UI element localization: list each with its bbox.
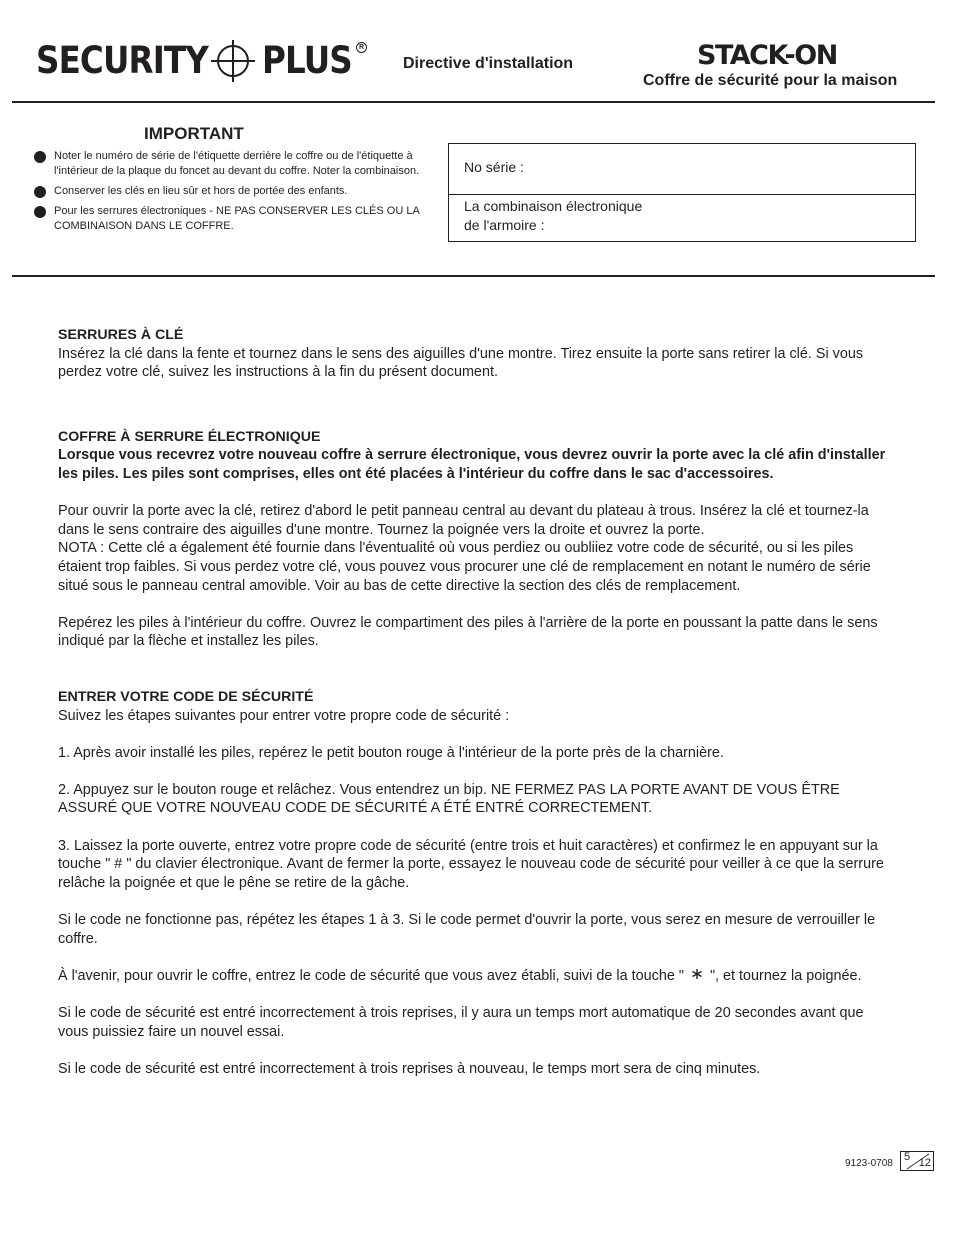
product-name: Coffre de sécurité pour la maison bbox=[643, 72, 898, 89]
important-list bbox=[32, 149, 422, 239]
stack-on-logo-text: STACK-ON bbox=[697, 40, 837, 68]
spacer bbox=[58, 892, 888, 911]
important-item bbox=[32, 184, 422, 199]
record-box bbox=[448, 143, 916, 242]
spacer bbox=[58, 948, 888, 967]
electronic-bold-intro: Lorsque vous recevrez votre nouveau coffre à serrure électronique, vous devrez ouvrir la porte avec la clé afin d'installer les piles. Les piles sont comprises, elles ont été placées à l'intérieur du coffre dans le sac d'accessoires. bbox=[58, 447, 886, 482]
section-heading-key-locks: SERRURES À CLÉ bbox=[58, 327, 184, 343]
spacer bbox=[58, 985, 888, 1004]
logo-word-security: SECURITY bbox=[36, 39, 208, 82]
important-item-text: Noter le numéro de série de l'étiquette derrière le coffre ou de l'étiquette à l'intérieur de la plaque du foncet au devant du coffre. Noter la combinaison. bbox=[54, 150, 420, 177]
spacer bbox=[58, 725, 888, 744]
code-future-before: À l'avenir, pour ouvrir le coffre, entrez le code de sécurité que vous avez établi, suivi de la touche " bbox=[58, 967, 684, 984]
serial-number-label: No série : bbox=[464, 159, 524, 175]
code-future bbox=[58, 967, 888, 986]
code-future-after: ", et tournez la poignée. bbox=[709, 967, 862, 984]
combination-row bbox=[449, 195, 915, 241]
stack-on-logo bbox=[697, 38, 857, 68]
page-total: 12 bbox=[918, 1157, 931, 1169]
document-code: 9123-0708 bbox=[845, 1158, 893, 1169]
spacer bbox=[58, 382, 888, 428]
key-locks-text: Insérez la clé dans la fente et tournez dans le sens des aiguilles d'une montre. Tirez ensuite la porte sans retirer la clé. Si vous perdez votre clé, suivez les instructions à la fin du présent document. bbox=[58, 345, 864, 381]
page-indicator bbox=[900, 1151, 934, 1171]
section-divider bbox=[12, 275, 935, 277]
registered-mark: R bbox=[356, 42, 367, 53]
important-item bbox=[32, 149, 422, 179]
spacer bbox=[58, 484, 888, 503]
serial-number-row bbox=[449, 144, 915, 195]
spacer bbox=[58, 651, 888, 688]
important-item bbox=[32, 204, 422, 234]
code-step-1: 1. Après avoir installé les piles, repérez le petit bouton rouge à l'intérieur de la porte près de la charnière. bbox=[58, 744, 724, 761]
important-item-text: Conserver les clés en lieu sûr et hors de portée des enfants. bbox=[54, 185, 348, 197]
code-step-3: 3. Laissez la porte ouverte, entrez votre propre code de sécurité (entre trois et huit caractères) et confirmez le en appuyant sur la touche " # " du clavier électronique. Avant de fermer la porte, essayez le nouveau code de sécurité pour veiller à ce que la serrure relâche la poignée et que le pêne se retire de la gâche. bbox=[58, 837, 884, 891]
code-timeout-1: Si le code de sécurité est entré incorrectement à trois reprises, il y aura un temps mort automatique de 20 secondes avant que vous puissiez faire un nouvel essai. bbox=[58, 1005, 864, 1040]
code-intro: Suivez les étapes suivantes pour entrer votre propre code de sécurité : bbox=[58, 707, 510, 724]
spacer bbox=[58, 1041, 888, 1060]
electronic-open-with-key: Pour ouvrir la porte avec la clé, retirez d'abord le petit panneau central au devant du plateau à trous. Insérez la clé et tournez-la dans le sens contraire des aiguilles d'une montre. Tournez la poignée vers la droite et ouvrez la porte. bbox=[58, 503, 869, 538]
page-number: 5 bbox=[904, 1151, 911, 1163]
code-fail: Si le code ne fonctionne pas, répétez les étapes 1 à 3. Si le code permet d'ouvrir la porte, vous serez en mesure de verrouiller le coffre. bbox=[58, 912, 876, 947]
section-heading-code: ENTRER VOTRE CODE DE SÉCURITÉ bbox=[58, 688, 314, 705]
important-heading: IMPORTANT bbox=[144, 124, 244, 143]
bullet-icon bbox=[34, 151, 46, 163]
combination-label-line1: La combinaison électronique bbox=[464, 198, 643, 214]
important-item-text: Pour les serrures électroniques - NE PAS CONSERVER LES CLÉS OU LA COMBINAISON DANS LE COFFRE. bbox=[54, 205, 420, 232]
asterisk-key-icon bbox=[688, 967, 706, 986]
spacer bbox=[58, 762, 888, 781]
security-plus-logo bbox=[36, 40, 376, 82]
electronic-note: NOTA : Cette clé a également été fournie dans l'éventualité où vous perdiez ou oubliiez votre code de sécurité, ou si les piles étaient trop faibles. Si vous perdez votre clé, vous pouvez vous procurer une clé de remplacement en notant le numéro de série situé sous le panneau central amovible. Voir au bas de cette directive la section des clés de remplacement. bbox=[58, 540, 871, 594]
instructions-body bbox=[58, 326, 888, 1078]
spacer bbox=[58, 818, 888, 837]
combination-label-line2: de l'armoire : bbox=[464, 217, 545, 233]
code-step-2: 2. Appuyez sur le bouton rouge et relâchez. Vous entendrez un bip. NE FERMEZ PAS LA PORTE AVANT DE VOUS ÊTRE ASSURÉ QUE VOTRE NOUVEAU CODE DE SÉCURITÉ A ÉTÉ ENTRÉ CORRECTEMENT. bbox=[58, 781, 840, 817]
document-title: Directive d'installation bbox=[403, 55, 574, 72]
spacer bbox=[58, 595, 888, 614]
section-heading-electronic: COFFRE À SERRURE ÉLECTRONIQUE bbox=[58, 428, 321, 445]
code-timeout-2: Si le code de sécurité est entré incorrectement à trois reprises à nouveau, le temps mort sera de cinq minutes. bbox=[58, 1060, 761, 1077]
electronic-batteries: Repérez les piles à l'intérieur du coffre. Ouvrez le compartiment des piles à l'arrière de la porte en poussant la patte dans le sens indiqué par la flèche et installez les piles. bbox=[58, 614, 878, 650]
crosshair-icon bbox=[211, 40, 255, 82]
logo-word-plus: PLUS bbox=[262, 39, 352, 82]
header-divider bbox=[12, 101, 935, 103]
bullet-icon bbox=[34, 186, 46, 198]
bullet-icon bbox=[34, 206, 46, 218]
